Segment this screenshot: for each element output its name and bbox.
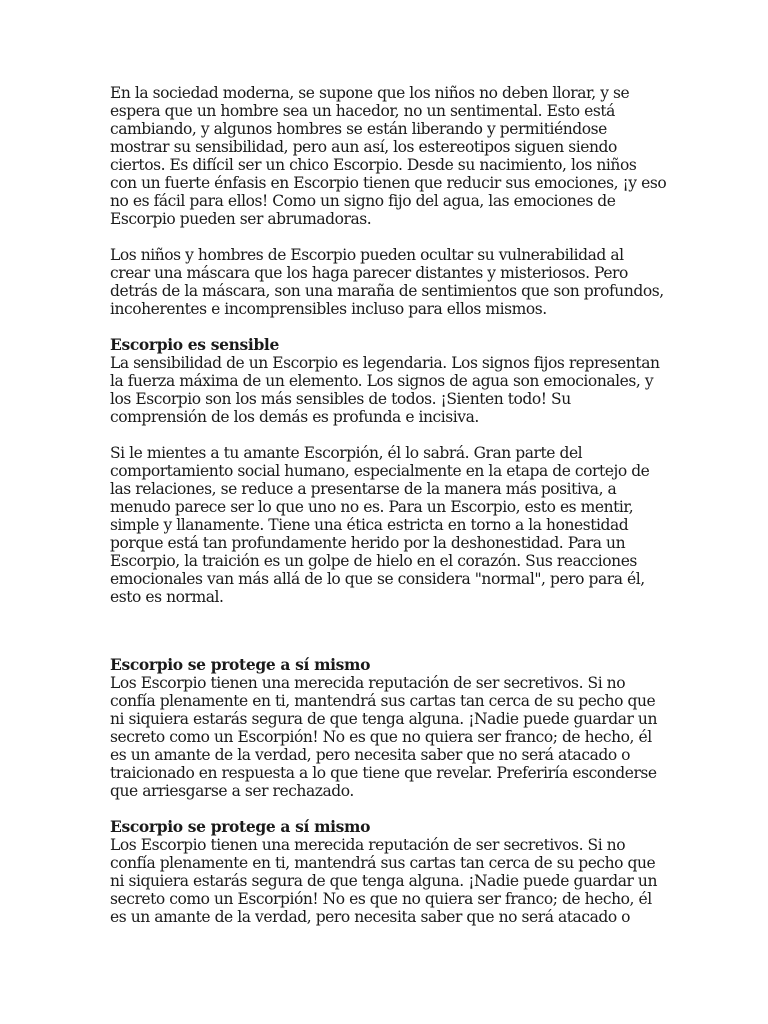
intro-paragraph-1: En la sociedad moderna, se supone que los niños no deben llorar, y se espera que un hombre sea un hacedor, no un sentimental. Esto está cambiando, y algunos hombres se están liberando y permitiéndose mostrar su sensibilidad, pero aun así, los estereotipos siguen siendo ciertos. Es difícil ser un chico Escorpio. Desde su nacimiento, los niños con un fuerte énfasis en Escorpio tienen que reducir sus emociones, ¡y eso no es fácil para ellos! Como un signo fijo del agua, las emociones de Escorpio pueden ser abrumadoras. [110,84,667,228]
section-paragraph: La sensibilidad de un Escorpio es legendaria. Los signos fijos representan la fuerza máxima de un elemento. Los signos de agua son emocionales, y los Escorpio son los más sensibles de todos. ¡Sienten todo! Su comprensión de los demás es profunda e incisiva. [110,354,660,426]
section-protege-1 [110,656,668,800]
section-heading: Escorpio se protege a sí mismo [110,817,371,836]
section-paragraph: Los Escorpio tienen una merecida reputación de ser secretivos. Si no confía plenamente en ti, mantendrá sus cartas tan cerca de su pecho que ni siquiera estarás segura de que tenga alguna. ¡Nadie puede guardar un secreto como un Escorpión! No es que no quiera ser franco; de hecho, él es un amante de la verdad, pero necesita saber que no será atacado o traicionado en respuesta a lo que tiene que revelar. Preferiría esconderse que arriesgarse a ser rechazado. [110,674,657,800]
section-heading: Escorpio se protege a sí mismo [110,655,371,674]
section-heading: Escorpio es sensible [110,335,279,354]
section-paragraph: Si le mientes a tu amante Escorpión, él lo sabrá. Gran parte del comportamiento social humano, especialmente en la etapa de cortejo de las relaciones, se reduce a presentarse de la manera más positiva, a menudo parece ser lo que uno no es. Para un Escorpio, esto es mentir, simple y llanamente. Tiene una ética estricta en torno a la honestidad porque está tan profundamente herido por la deshonestidad. Para un Escorpio, la traición es un golpe de hielo en el corazón. Sus reacciones emocionales van más allá de lo que se considera "normal", pero para él, esto es normal. [110,444,650,606]
section-protege-2 [110,818,668,926]
section-paragraph: Los Escorpio tienen una merecida reputación de ser secretivos. Si no confía plenamente en ti, mantendrá sus cartas tan cerca de su pecho que ni siquiera estarás segura de que tenga alguna. ¡Nadie puede guardar un secreto como un Escorpión! No es que no quiera ser franco; de hecho, él es un amante de la verdad, pero necesita saber que no será atacado o [110,836,657,926]
section-sensible [110,336,668,606]
intro-paragraph-2: Los niños y hombres de Escorpio pueden ocultar su vulnerabilidad al crear una máscara que los haga parecer distantes y misteriosos. Pero detrás de la máscara, son una maraña de sentimientos que son profundos, incoherentes e incomprensibles incluso para ellos mismos. [110,246,664,318]
